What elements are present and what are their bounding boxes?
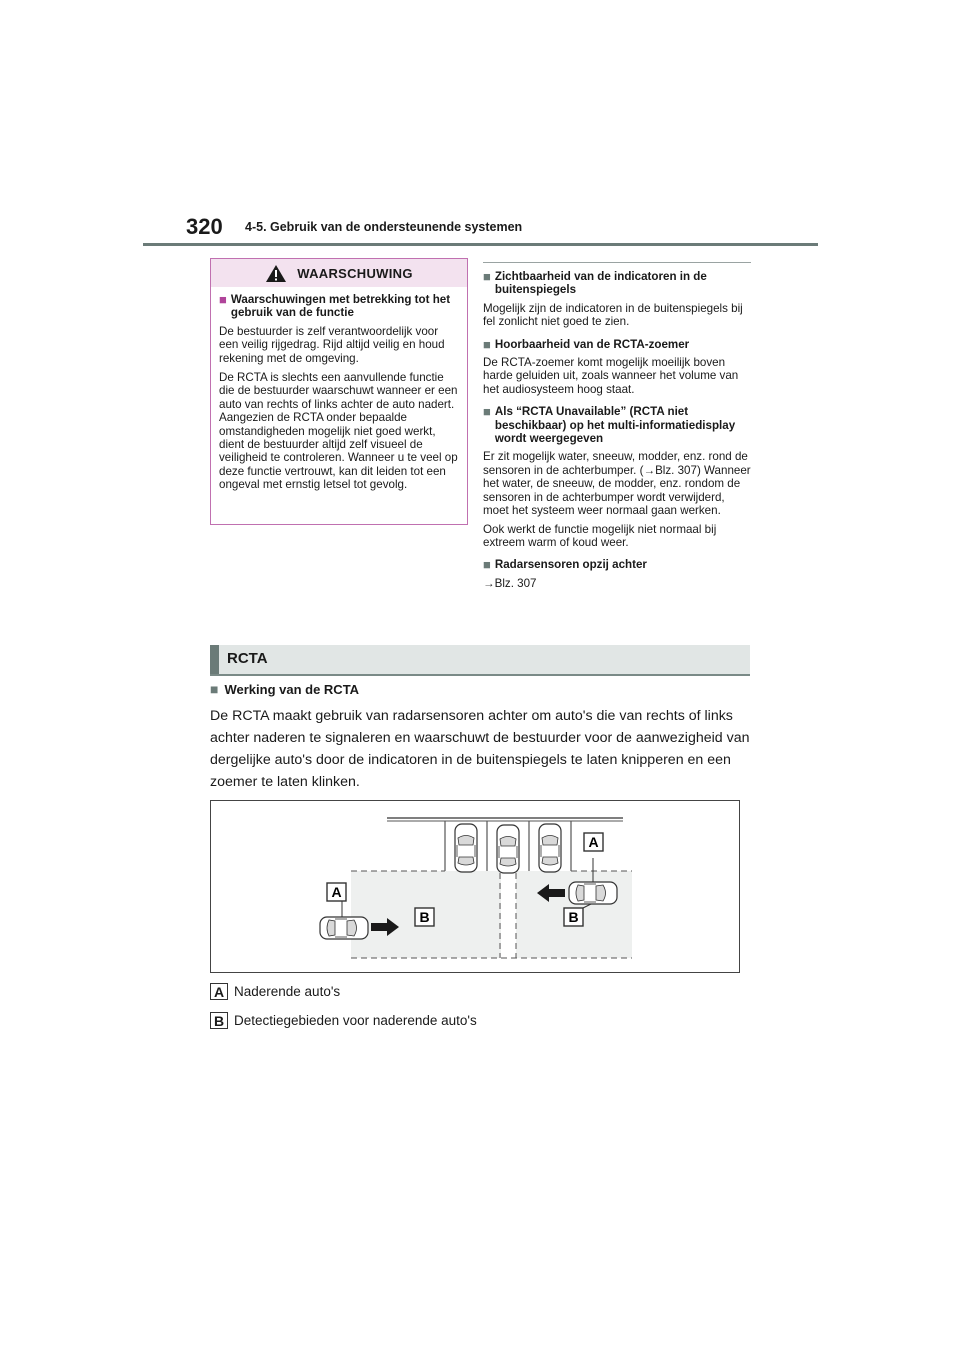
header-rule — [143, 243, 818, 246]
rcta-section-bar — [210, 645, 750, 676]
warning-subheading — [219, 293, 459, 320]
parked-car — [539, 824, 561, 872]
note-paragraph: Er zit mogelijk water, sneeuw, modder, enz. rond de sensoren in de achterbumper. (→Blz. 307) Wanneer het water, de sneeuw, de modder, enz. rondom de sensoren in de achterbumper wordt verwijderd, moet het systeem weer normaal gaan werken. — [483, 450, 751, 518]
warning-paragraph: De RCTA is slechts een aanvullende functie die de bestuurder waarschuwt wanneer er een auto van rechts of links achter de auto nadert. Aangezien de RCTA onder bepaalde omstandigheden mogelijk niet goed werkt, dient de bestuurder altijd zelf visueel de veiligheid te controleren. Wanneer u te veel op deze functie vertrouwt, kan dit leiden tot een ongeval met ernstig letsel tot gevolg. — [219, 371, 458, 492]
legend-item — [210, 1012, 477, 1029]
approaching-car-left — [320, 917, 368, 939]
square-bullet-icon: ■ — [483, 336, 491, 352]
note-paragraph: →Blz. 307 — [483, 576, 537, 590]
square-bullet-icon: ■ — [483, 404, 491, 420]
note-paragraph: De RCTA-zoemer komt mogelijk moeilijk boven harde geluiden uit, zoals wanneer het volume van het audiosysteem hoog staat. — [483, 356, 739, 396]
square-bullet-icon: ■ — [210, 681, 219, 697]
note-heading — [483, 558, 751, 571]
rcta-figure — [210, 800, 740, 973]
legend-key: A — [210, 983, 228, 1000]
note-heading — [483, 338, 751, 351]
label-a: A — [588, 834, 599, 850]
rcta-diagram — [211, 801, 739, 972]
warning-triangle-icon — [265, 264, 287, 283]
note-heading-text: Zichtbaarheid van de indicatoren in de buitenspiegels — [494, 270, 707, 297]
note-heading — [483, 405, 751, 445]
legend-item — [210, 983, 340, 1000]
rcta-body: De RCTA maakt gebruik van radarsensoren achter om auto's die van rechts of links achter naderen te signaleren en waarschuwt de bestuurder voor de aanwezigheid van dergelijke auto's door de indicatoren in de buitenspiegels te laten knipperen en een zoemer te laten klinken. — [210, 708, 750, 790]
label-b: B — [419, 909, 430, 925]
parked-car — [455, 824, 477, 872]
rcta-subheading — [210, 682, 359, 697]
note-heading-text: Als “RCTA Unavailable” (RCTA niet beschikbaar) op het multi-informatiedisplay wordt weergegeven — [494, 405, 736, 446]
warning-header — [211, 259, 467, 287]
section-title: 4-5. Gebruik van de ondersteunende systemen — [245, 220, 523, 234]
square-bullet-icon: ■ — [483, 557, 491, 573]
note-heading-text: Hoorbaarheid van de RCTA-zoemer — [494, 337, 690, 351]
legend-text: Detectiegebieden voor naderende auto's — [234, 1013, 477, 1028]
note-heading — [483, 270, 751, 297]
warning-box — [210, 258, 468, 525]
square-bullet-icon: ■ — [219, 292, 227, 307]
notes-column — [483, 262, 751, 595]
square-bullet-icon: ■ — [483, 269, 491, 284]
note-paragraph: Ook werkt de functie mogelijk niet normaal bij extreem warm of koud weer. — [483, 522, 717, 549]
legend-key: B — [210, 1012, 228, 1029]
warning-title: WAARSCHUWING — [297, 265, 413, 281]
rcta-subheading-text: Werking van de RCTA — [224, 682, 360, 697]
label-a: A — [331, 884, 342, 900]
rcta-section-title: RCTA — [227, 650, 268, 667]
section-bar-accent — [210, 645, 219, 674]
approaching-car-right — [569, 882, 617, 904]
own-car — [497, 825, 519, 873]
page-number: 320 — [186, 214, 223, 239]
note-heading-text: Radarsensoren opzij achter — [494, 558, 647, 572]
warning-paragraph: De bestuurder is zelf verantwoordelijk voor een veilig rijgedrag. Rijd altijd veilig en houd rekening met de omgeving. — [219, 324, 445, 365]
legend-text: Naderende auto's — [234, 984, 341, 999]
note-paragraph: Mogelijk zijn de indicatoren in de buitenspiegels bij fel zonlicht niet goed te zien. — [483, 301, 743, 329]
notes-rule — [483, 262, 751, 263]
warning-subheading-text: Waarschuwingen met betrekking tot het gebruik van de functie — [230, 293, 451, 320]
label-b: B — [568, 909, 579, 925]
